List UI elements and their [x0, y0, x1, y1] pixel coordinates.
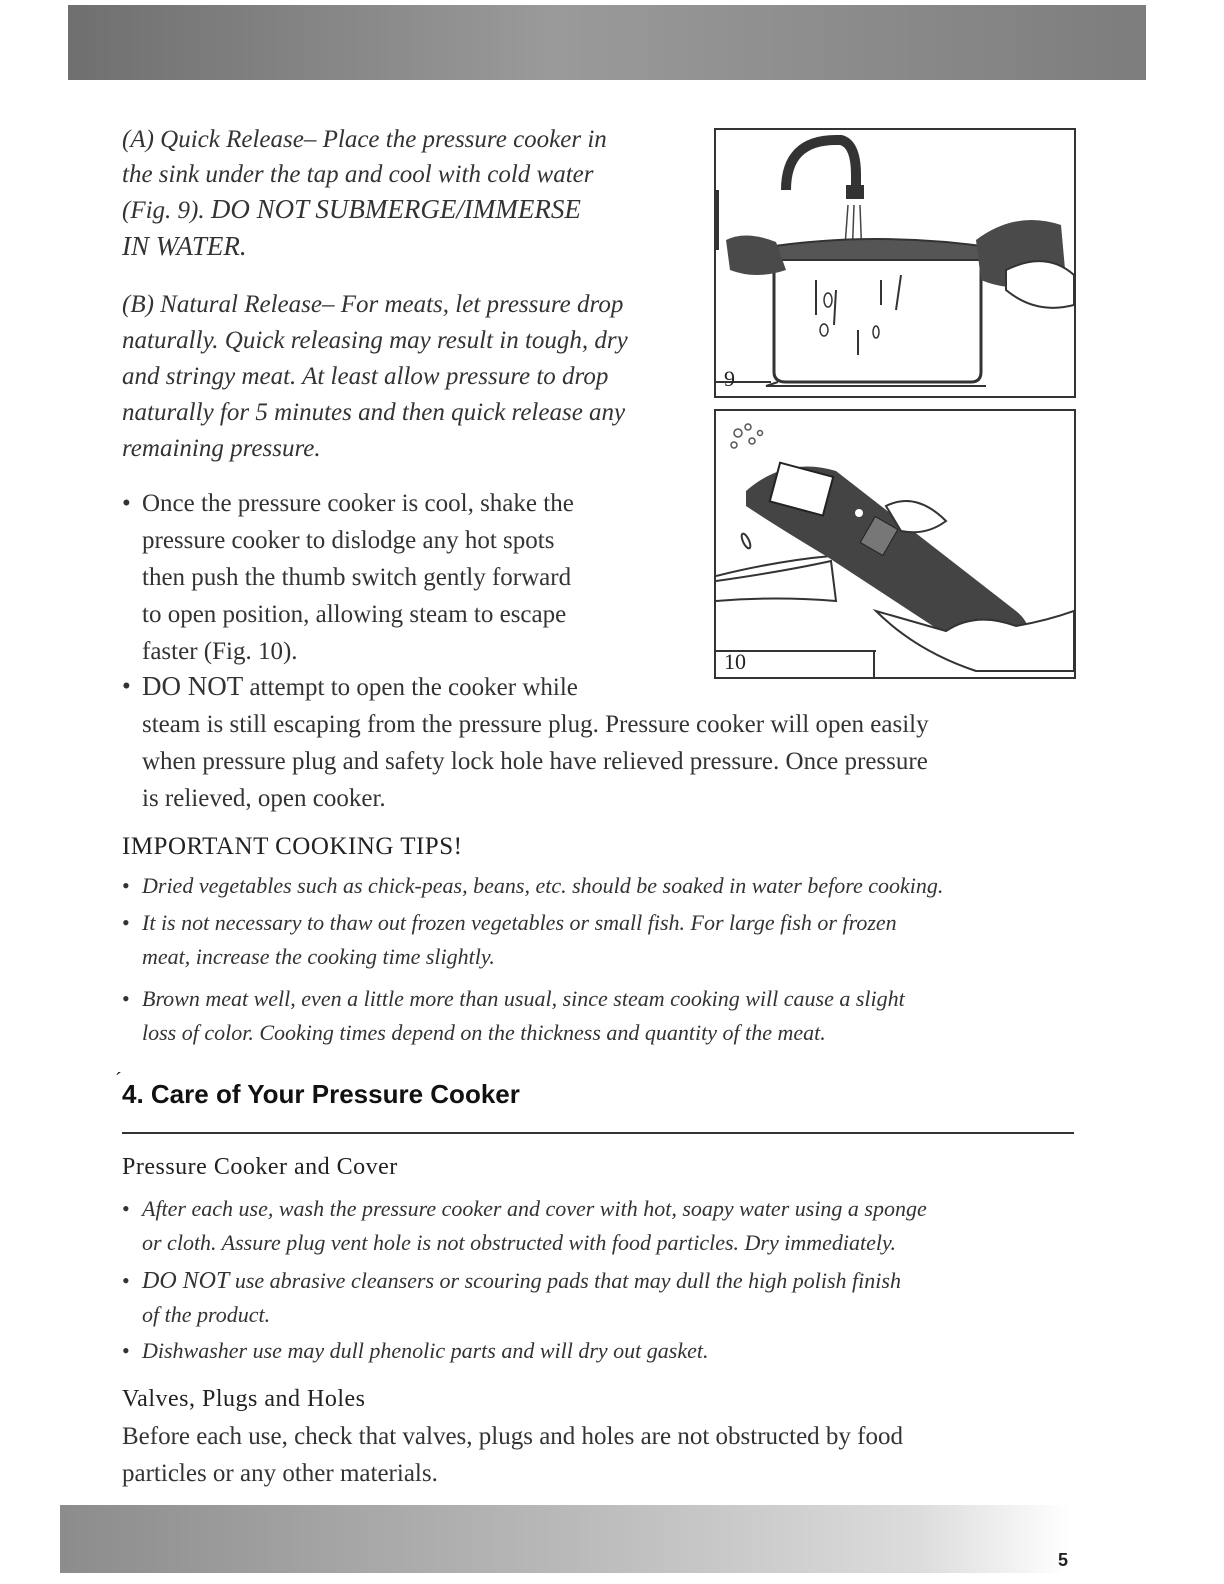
care-item	[122, 1264, 1082, 1334]
bullet-line: pressure cooker to dislodge any hot spots	[142, 527, 555, 554]
section-heading: 4. Care of Your Pressure Cooker	[122, 1079, 520, 1109]
care-line: of the product.	[142, 1302, 271, 1327]
bullet-text	[142, 485, 692, 670]
care-line: or cloth. Assure plug vent hole is not obstructed with food particles. Dry immediately.	[142, 1230, 897, 1255]
cooking-tips-heading: IMPORTANT COOKING TIPS!	[122, 833, 463, 860]
figure-10-number: 10	[724, 649, 746, 674]
valves-heading: Valves, Plugs and Holes	[122, 1386, 366, 1412]
figure-9-illustration	[716, 130, 1074, 396]
care-line: Dishwasher use may dull phenolic parts and will dry out gasket.	[142, 1338, 709, 1363]
bullet-dot: •	[122, 986, 130, 1011]
natural-release-line-4: naturally for 5 minutes and then quick release any	[122, 399, 626, 426]
bullet-line: is relieved, open cooker.	[142, 785, 386, 812]
valves-line: Before each use, check that valves, plugs and holes are not obstructed by food	[122, 1423, 903, 1450]
tip-line: loss of color. Cooking times depend on the thickness and quantity of the meat.	[142, 1020, 826, 1045]
bottom-footer-band	[60, 1505, 1070, 1573]
quick-release-warning-2: IN WATER.	[122, 231, 247, 261]
bullet-line: to open position, allowing steam to escape	[142, 601, 567, 628]
bullet-line: then push the thumb switch gently forward	[142, 564, 572, 591]
bullet-dot: •	[122, 673, 131, 700]
natural-release-line-3: and stringy meat. At least allow pressure to drop	[122, 363, 609, 390]
section-divider	[122, 1132, 1074, 1134]
cooker-cover-heading: Pressure Cooker and Cover	[122, 1154, 398, 1180]
bullet-shake-cooker	[122, 485, 692, 675]
tip-line: meat, increase the cooking time slightly.	[142, 944, 495, 969]
tip-item	[122, 906, 1082, 976]
natural-release-line-2: naturally. Quick releasing may result in tough, dry	[122, 327, 628, 354]
quick-release-line-1: Place the pressure cooker in	[322, 126, 607, 153]
bullet-dot: •	[122, 1338, 130, 1363]
bullet-line: faster (Fig. 10).	[142, 638, 298, 665]
figure-9-cooling-under-tap	[714, 128, 1076, 398]
natural-release-label: (B)	[122, 291, 154, 318]
do-not-caps: DO NOT	[142, 671, 244, 701]
bullet-dot: •	[122, 1268, 130, 1293]
bullet-line: steam is still escaping from the pressure plug. Pressure cooker will open easily	[142, 711, 929, 738]
valves-line: particles or any other materials.	[122, 1460, 438, 1487]
quick-release-warning-1: DO NOT SUBMERGE/IMMERSE	[210, 194, 581, 224]
bullet-line: attempt to open the cooker while	[249, 674, 578, 701]
tip-line: Brown meat well, even a little more than usual, since steam cooking will cause a slight	[142, 986, 905, 1011]
bullet-line: when pressure plug and safety lock hole have relieved pressure. Once pressure	[142, 748, 928, 775]
quick-release-line-2: the sink under the tap and cool with cold water	[122, 161, 594, 188]
quick-release-title: Quick Release–	[160, 126, 317, 153]
tip-line: Dried vegetables such as chick-peas, beans, etc. should be soaked in water before cooking.	[142, 873, 944, 898]
tip-line: It is not necessary to thaw out frozen vegetables or small fish. For large fish or frozen	[142, 910, 897, 935]
top-header-band	[68, 5, 1146, 80]
do-not-caps: DO NOT	[142, 1268, 230, 1294]
bullet-dot: •	[122, 1196, 130, 1221]
quick-release-paragraph	[122, 122, 682, 264]
care-line: use abrasive cleansers or scouring pads that may dull the high polish finish	[234, 1268, 901, 1293]
valves-paragraph	[122, 1418, 1082, 1492]
natural-release-line-1: Natural Release– For meats, let pressure drop	[160, 291, 624, 318]
bullet-do-not-open	[122, 668, 1082, 818]
care-line: After each use, wash the pressure cooker and cover with hot, soapy water using a sponge	[142, 1196, 927, 1221]
tip-item	[122, 982, 1082, 1052]
natural-release-paragraph	[122, 287, 692, 467]
figure-10-illustration	[716, 411, 1074, 677]
section-tick-mark: ´	[115, 1069, 122, 1091]
page-number: 5	[1058, 1550, 1069, 1570]
bullet-line: Once the pressure cooker is cool, shake the	[142, 490, 574, 517]
care-item	[122, 1192, 1082, 1262]
care-item	[122, 1334, 1082, 1368]
figure-9-number: 9	[724, 366, 735, 391]
bullet-dot: •	[122, 490, 131, 517]
quick-release-label: (A)	[122, 126, 154, 153]
natural-release-line-5: remaining pressure.	[122, 435, 321, 462]
figure-10-thumb-switch	[714, 409, 1076, 679]
bullet-dot: •	[122, 910, 130, 935]
bullet-dot: •	[122, 873, 130, 898]
bullet-text	[142, 668, 1082, 817]
quick-release-fig-ref: (Fig. 9).	[122, 197, 205, 224]
tip-item	[122, 869, 1082, 903]
